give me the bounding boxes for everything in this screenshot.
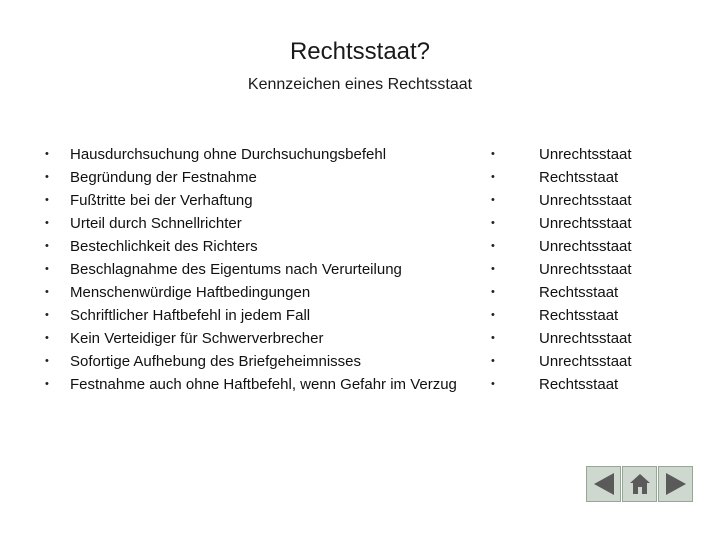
list-item [45, 327, 457, 350]
criterion-text: Begründung der Festnahme [70, 169, 257, 186]
bullet-icon: • [491, 355, 495, 367]
bullet-icon: • [491, 286, 495, 298]
bullet-icon: • [491, 194, 495, 206]
criterion-text: Sofortige Aufhebung des Briefgeheimnisses [70, 353, 362, 370]
list-item [491, 189, 632, 212]
list-item [491, 281, 632, 304]
arrow-right-icon [663, 471, 689, 497]
bullet-icon: • [45, 309, 49, 321]
bullet-icon: • [45, 263, 49, 275]
list-item [45, 143, 457, 166]
list-item [491, 327, 632, 350]
bullet-icon: • [45, 378, 49, 390]
bullet-icon: • [491, 148, 495, 160]
list-item [491, 350, 632, 373]
list-item [45, 212, 457, 235]
list-item [491, 166, 632, 189]
bullet-icon: • [45, 240, 49, 252]
bullet-icon: • [491, 263, 495, 275]
bullet-icon: • [491, 217, 495, 229]
arrow-left-icon [591, 471, 617, 497]
verdict-text: Rechtsstaat [539, 376, 619, 393]
criterion-text: Fußtritte bei der Verhaftung [70, 192, 253, 209]
bullet-icon: • [491, 309, 495, 321]
verdict-text: Rechtsstaat [539, 307, 619, 324]
previous-slide-button[interactable] [586, 466, 621, 502]
home-icon [627, 471, 653, 497]
bullet-icon: • [491, 240, 495, 252]
list-item [491, 212, 632, 235]
verdict-text: Unrechtsstaat [539, 146, 632, 163]
criterion-text: Kein Verteidiger für Schwerverbrecher [70, 330, 324, 347]
criterion-text: Schriftlicher Haftbefehl in jedem Fall [70, 307, 311, 324]
bullet-icon: • [45, 355, 49, 367]
criterion-text: Bestechlichkeit des Richters [70, 238, 258, 255]
list-item [45, 166, 457, 189]
criteria-list [45, 143, 457, 396]
list-item [45, 373, 457, 396]
bullet-icon: • [45, 194, 49, 206]
bullet-icon: • [45, 332, 49, 344]
list-item [491, 143, 632, 166]
bullet-icon: • [45, 286, 49, 298]
list-item [45, 189, 457, 212]
slide-title: Rechtsstaat? [289, 38, 431, 65]
verdict-text: Rechtsstaat [539, 284, 619, 301]
criterion-text: Beschlagnahme des Eigentums nach Verurteilung [70, 261, 402, 278]
slide-subtitle: Kennzeichen eines Rechtsstaat [247, 76, 473, 93]
criterion-text: Hausdurchsuchung ohne Durchsuchungsbefehl [70, 146, 387, 163]
verdict-text: Rechtsstaat [539, 169, 619, 186]
verdict-text: Unrechtsstaat [539, 330, 632, 347]
list-item [45, 235, 457, 258]
home-button[interactable] [622, 466, 657, 502]
bullet-icon: • [45, 148, 49, 160]
bullet-icon: • [491, 171, 495, 183]
verdict-text: Unrechtsstaat [539, 353, 632, 370]
list-item [491, 304, 632, 327]
next-slide-button[interactable] [658, 466, 693, 502]
verdict-list [491, 143, 632, 396]
list-item [491, 258, 632, 281]
list-item [45, 258, 457, 281]
bullet-icon: • [491, 378, 495, 390]
list-item [491, 235, 632, 258]
bullet-icon: • [491, 332, 495, 344]
verdict-text: Unrechtsstaat [539, 215, 632, 232]
verdict-text: Unrechtsstaat [539, 261, 632, 278]
bullet-icon: • [45, 217, 49, 229]
list-item [45, 304, 457, 327]
criterion-text: Festnahme auch ohne Haftbefehl, wenn Gefahr im Verzug [70, 376, 457, 393]
list-item [491, 373, 632, 396]
list-item [45, 350, 457, 373]
criterion-text: Urteil durch Schnellrichter [70, 215, 242, 232]
criterion-text: Menschenwürdige Haftbedingungen [70, 284, 311, 301]
verdict-text: Unrechtsstaat [539, 192, 632, 209]
bullet-icon: • [45, 171, 49, 183]
slide-navigation [586, 466, 694, 502]
list-item [45, 281, 457, 304]
verdict-text: Unrechtsstaat [539, 238, 632, 255]
